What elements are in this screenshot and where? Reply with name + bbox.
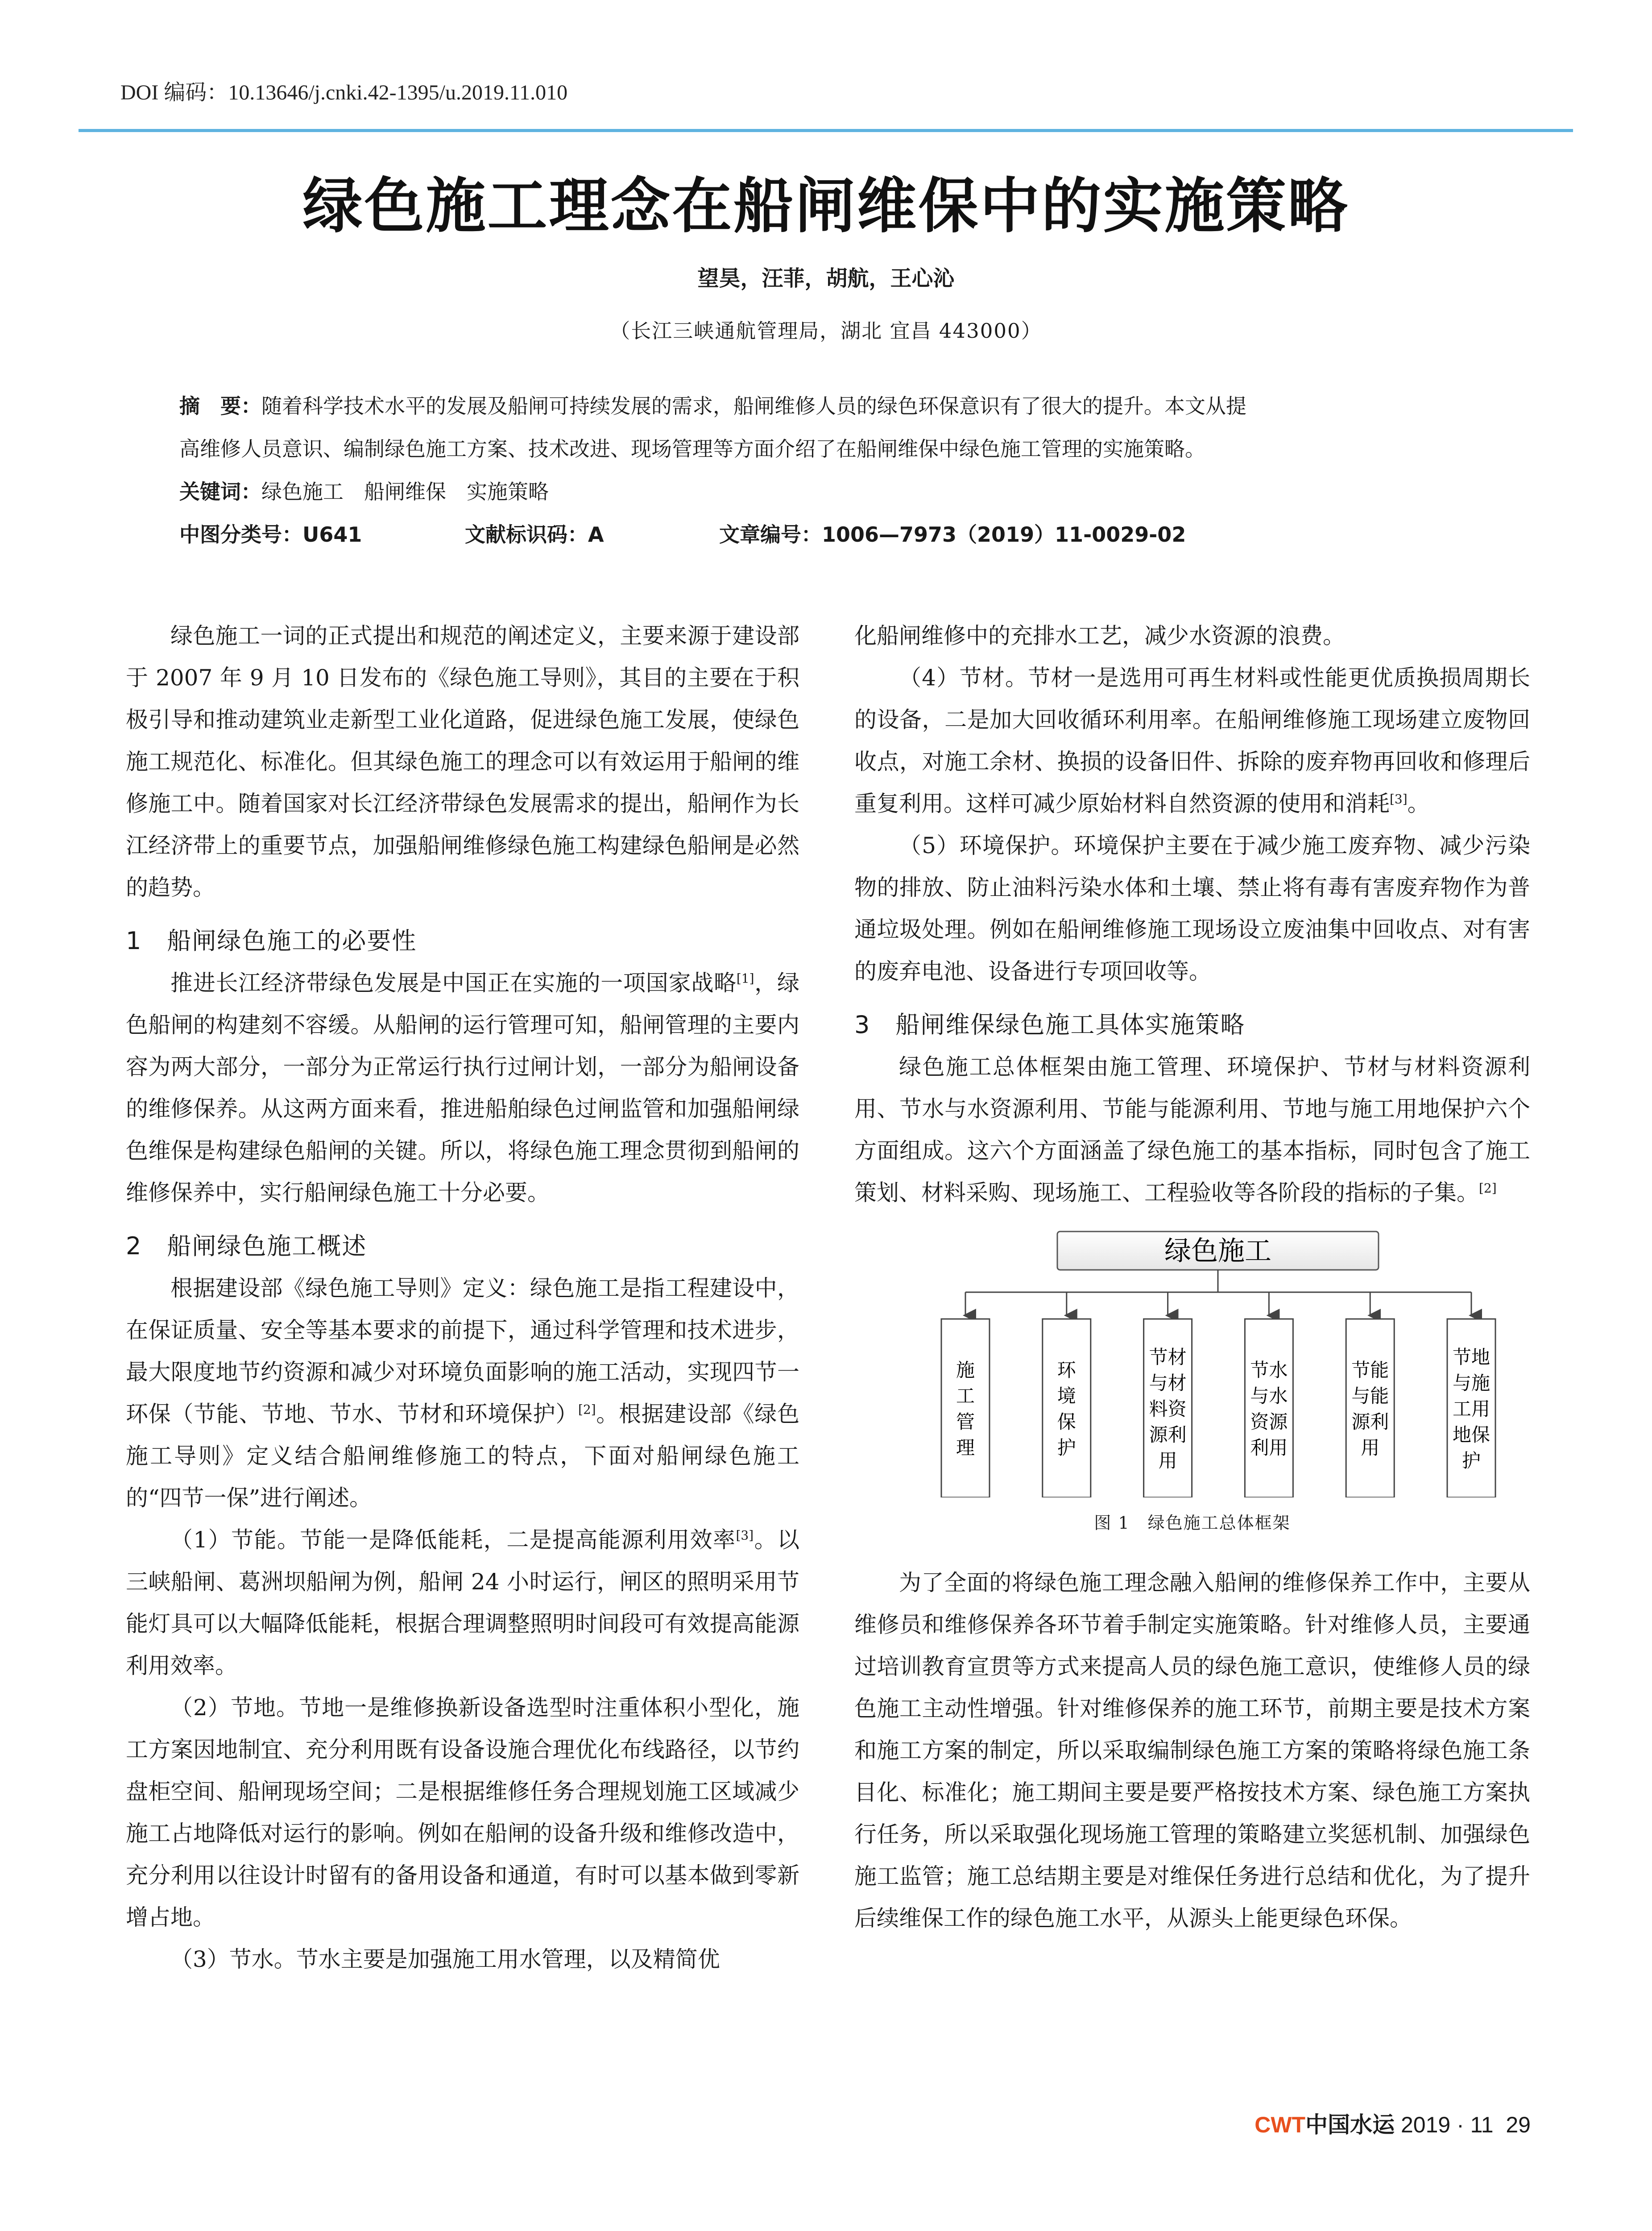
- child-box: [1043, 1319, 1091, 1497]
- p1-text-a: （1）节能。节能一是降低能耗，二是提高能源利用效率: [170, 1527, 736, 1553]
- child-box: [1346, 1319, 1394, 1497]
- p1-text-b: 。以三峡船闸、葛洲坝船闸为例，船闸 24 小时运行，闸区的照明采用节能灯具可以大幅降低能耗，根据合理调整照明时间段可有效提高能源利用效率。: [126, 1527, 800, 1679]
- child-box-label: 与材: [1149, 1372, 1187, 1394]
- doi-line: DOI 编码：10.13646/j.cnki.42-1395/u.2019.11.010: [120, 81, 568, 104]
- child-box-label: 施: [956, 1359, 975, 1381]
- page-number: 29: [1506, 2112, 1531, 2137]
- abstract-text-1: 随着科学技术水平的发展及船闸可持续发展的需求，船闸维修人员的绿色环保意识有了很大的提升。本文从提: [261, 394, 1246, 418]
- left-column: [126, 615, 799, 1980]
- section-3-paragraph: [854, 1046, 1530, 1214]
- header-rule: [79, 129, 1573, 132]
- child-box-label: 利用: [1250, 1437, 1288, 1459]
- child-box-label: 节材: [1149, 1346, 1187, 1368]
- child-box-label: 节水: [1250, 1359, 1288, 1381]
- child-box-label: 理: [956, 1437, 975, 1459]
- final-paragraph: 为了全面的将绿色施工理念融入船闸的维修保养工作中，主要从维修员和维修保养各环节着手制定实施策略。针对维修人员，主要通过培训教育宣贯等方式来提高人员的绿色施工意识，使维修人员的绿色施工主动性增强。针对维修保养的施工环节，前期主要是技术方案和施工方案的制定，所以采取编制绿色施工方案的策略将绿色施工条目化、标准化；施工期间主要是要严格按技术方案、绿色施工方案执行任务，所以采取强化现场施工管理的策略建立奖惩机制、加强绿色施工监管；施工总结期主要是对维保任务进行总结和优化，为了提升后续维保工作的绿色施工水平，从源头上能更绿色环保。: [854, 1570, 1530, 1931]
- s2-text-a: 根据建设部《绿色施工导则》定义：绿色施工是指工程建设中，在保证质量、安全等基本要求的前提下，通过科学管理和技术进步，最大限度地节约资源和减少对环境负面影响的施工活动，实现四节一环保（节能、节地、节水、节材和环境保护）: [126, 1275, 799, 1427]
- child-box-label: 保: [1057, 1411, 1076, 1433]
- magazine-name: 中国水运: [1305, 2111, 1395, 2138]
- brand-logo: CWT: [1255, 2112, 1306, 2137]
- section-2-paragraph: [126, 1267, 799, 1519]
- child-box-label: 用: [1158, 1450, 1177, 1472]
- root-label: 绿色施工: [1164, 1236, 1271, 1267]
- child-box-label: 资源: [1250, 1411, 1288, 1433]
- child-box: [941, 1319, 990, 1497]
- child-box-label: 管: [956, 1411, 975, 1433]
- section-3-title: 3 船闸维保绿色施工具体实施策略: [854, 1011, 1246, 1039]
- child-boxes: [941, 1292, 1495, 1497]
- item-2-land: （2）节地。节地一是维修换新设备选型时注重体积小型化，施工方案因地制宜、充分利用既有设备设施合理优化布线路径，以节约盘柜空间、船闸现场空间；二是根据维修任务合理规划施工区域减少施工占地降低对运行的影响。例如在船闸的设备升级和维修改造中，充分利用以往设计时留有的备用设备和通道，有时可以基本做到零新增占地。: [126, 1695, 799, 1930]
- citation-2b: [2]: [1479, 1181, 1497, 1196]
- keywords-label: 关键词：: [179, 480, 261, 504]
- child-box-label: 工: [956, 1385, 975, 1407]
- s2-text-b: 。根据建设部《绿色施工导则》定义结合船闸维修施工的特点，下面对船闸绿色施工的“四节一保”进行阐述。: [126, 1401, 800, 1511]
- child-box: [1245, 1319, 1293, 1497]
- child-box-label: 源利: [1149, 1424, 1187, 1446]
- abstract-text-2: 高维修人员意识、编制绿色施工方案、技术改进、现场管理等方面介绍了在船闸维保中绿色施工管理的实施策略。: [179, 437, 1205, 461]
- child-box-label: 与施: [1452, 1372, 1491, 1394]
- child-box-label: 料资: [1149, 1398, 1187, 1420]
- item-5-environment: （5）环境保护。环境保护主要在于减少施工废弃物、减少污染物的排放、防止油料污染水体和土壤、禁止将有毒有害废弃物作为普通垃圾处理。例如在船闸维修施工现场设立废油集中回收点、对有害的废弃电池、设备进行专项回收等。: [854, 833, 1530, 984]
- clc-number: 中图分类号：U641: [179, 523, 362, 547]
- child-box-label: 用: [1361, 1437, 1380, 1459]
- item-1-energy: [126, 1519, 799, 1687]
- keywords-line: [179, 470, 549, 513]
- p4-text-a: （4）节材。节材一是选用可再生材料或性能更优质换损周期长的设备，二是加大回收循环利用率。在船闸维修施工现场建立废物回收点，对施工余材、换损的设备旧件、拆除的废弃物再回收和修理后重复利用。这样可减少原始材料自然资源的使用和消耗: [854, 665, 1530, 817]
- citation-2: [2]: [578, 1402, 596, 1417]
- doc-code: 文献标识码：A: [465, 523, 604, 547]
- section-2-title: 2 船闸绿色施工概述: [126, 1232, 367, 1260]
- section-1-title: 1 船闸绿色施工的必要性: [126, 927, 417, 955]
- keywords-value: 绿色施工 船闸维保 实施策略: [261, 480, 549, 504]
- child-box-label: 工用: [1452, 1398, 1491, 1420]
- item-3-continued: 化船闸维修中的充排水工艺，减少水资源的浪费。: [854, 623, 1345, 649]
- abstract-label: 摘 要：: [179, 394, 261, 418]
- issue-number: 2019 · 11: [1401, 2112, 1494, 2137]
- citation-3: [3]: [736, 1528, 754, 1543]
- authors: 望昊，汪菲，胡航，王心沁: [697, 266, 955, 291]
- page-footer: [1255, 2107, 1531, 2139]
- item-4-material: [854, 657, 1530, 825]
- classification-line: [179, 513, 1186, 556]
- item-3-water: （3）节水。节水主要是加强施工用水管理，以及精简优: [170, 1946, 720, 1972]
- article-number: 文章编号：1006—7973（2019）11-0029-02: [719, 523, 1186, 547]
- s1-text-a: 推进长江经济带绿色发展是中国正在实施的一项国家战略: [170, 970, 737, 996]
- framework-diagram: [928, 1230, 1535, 1497]
- child-box-label: 境: [1057, 1385, 1076, 1407]
- child-box-label: 与水: [1250, 1385, 1288, 1407]
- affiliation: （长江三峡通航管理局，湖北 宜昌 443000）: [610, 319, 1042, 343]
- child-box-label: 源利: [1351, 1411, 1389, 1433]
- intro-paragraph: 绿色施工一词的正式提出和规范的阐述定义，主要来源于建设部于 2007 年 9 月 10 日发布的《绿色施工导则》，其目的主要在于积极引导和推动建筑业走新型工业化道路，促进绿色施工发展，使绿色施工规范化、标准化。但其绿色施工的理念可以有效运用于船闸的维修施工中。随着国家对长江经济带绿色发展需求的提出，船闸作为长江经济带上的重要节点，加强船闸维修绿色施工构建绿色船闸是必然的趋势。: [126, 623, 799, 900]
- child-box-label: 节地: [1452, 1346, 1491, 1368]
- child-box-label: 地保: [1452, 1424, 1491, 1446]
- figure-caption: 图 1 绿色施工总体框架: [1094, 1513, 1291, 1533]
- citation-1: [1]: [736, 971, 754, 986]
- abstract-line-1: [179, 385, 1509, 427]
- citation-3b: [3]: [1390, 792, 1408, 807]
- paper-title: 绿色施工理念在船闸维保中的实施策略: [302, 170, 1350, 241]
- child-box-label: 护: [1462, 1450, 1481, 1472]
- child-box-label: 与能: [1351, 1385, 1389, 1407]
- s1-text-b: ，绿色船闸的构建刻不容缓。从船闸的运行管理可知，船闸管理的主要内容为两大部分，一部分为正常运行执行过闸计划，一部分为船闸设备的维修保养。从这两方面来看，推进船舶绿色过闸监管和加强船闸绿色维保是构建绿色船闸的关键。所以，将绿色施工理念贯彻到船闸的维修保养中，实行船闸绿色施工十分必要。: [126, 970, 800, 1206]
- child-box-label: 节能: [1351, 1359, 1389, 1381]
- right-column: [854, 615, 1530, 1939]
- child-box-label: 环: [1057, 1359, 1076, 1381]
- framework-figure: [928, 1230, 1535, 1497]
- p4-text-b: 。: [1407, 791, 1430, 817]
- child-box-label: 护: [1057, 1437, 1076, 1459]
- s3-text-a: 绿色施工总体框架由施工管理、环境保护、节材与材料资源利用、节水与水资源利用、节能与能源利用、节地与施工用地保护六个方面组成。这六个方面涵盖了绿色施工的基本指标，同时包含了施工策划、材料采购、现场施工、工程验收等各阶段的指标的子集。: [854, 1054, 1530, 1206]
- section-1-paragraph: [126, 962, 799, 1214]
